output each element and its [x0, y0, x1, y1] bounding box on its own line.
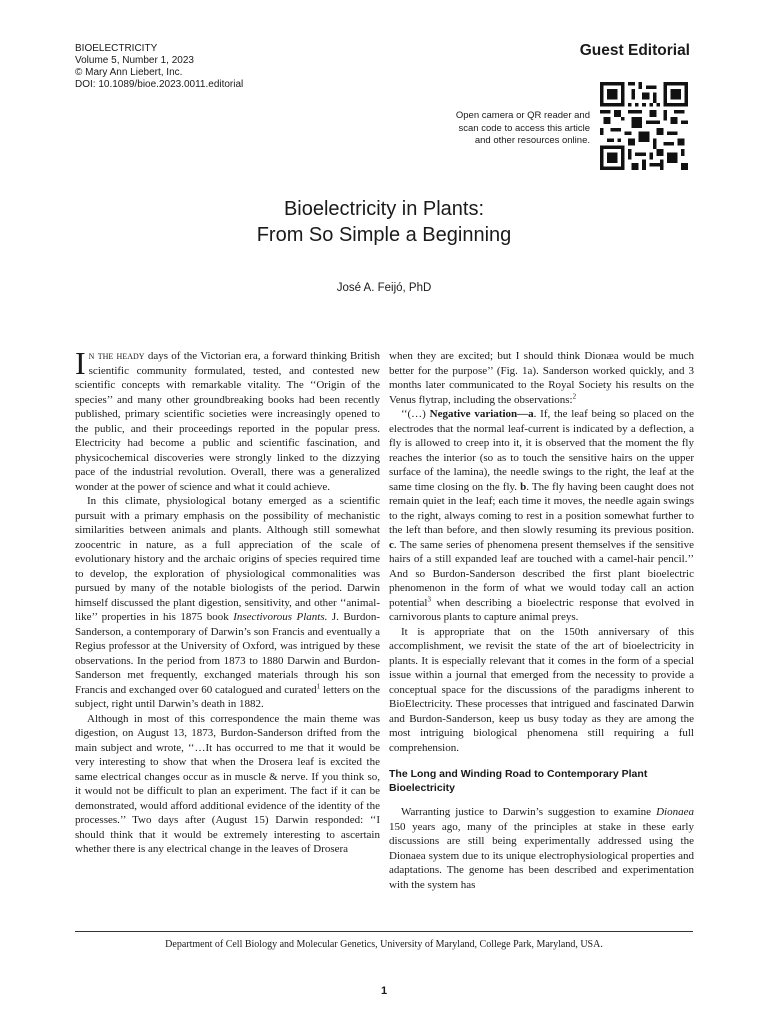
- qr-instructions: [456, 110, 590, 148]
- dionaea-italic: Dionaea: [656, 806, 694, 818]
- footnote-divider: [75, 931, 693, 932]
- paragraph-1-text: days of the Victorian era, a forward thinking British scientific community formulated, tested, and contested new scientific concepts with remarkable vitality. The ‘‘Origin of the species’’ and many other groundbreaking books had been recently published, primary scientific societies were increasingly opened to the public, and their proceedings reported in the popular press. Electricity had become a public and scientific fascination, and physicochemical discoveries were strongly linked to the dizzying pace of the industrial revolution. Overall, there was a generalized wonder at the power of science and what it could achieve.: [75, 350, 380, 493]
- journal-copyright: © Mary Ann Liebert, Inc.: [75, 67, 183, 78]
- paragraph-3: Although in most of this correspondence the main theme was digestion, on August 13, 1873, Burdon-Sanderson drifted from the main subject and wrote, ‘‘…It has occurred to me that it would be very interesting to show that when the Drosera leaf is excited the same electrical changes occur as in muscle & nerve. If you think so, it would not be difficult to plan an experiment. The fact if it can be demonstrated, would afford additional evidence of the identity of the processes.’’ Two days after (August 15) Darwin responded: ‘‘I should think that it would be extremely interesting to ascertain whether there is any electrical change in the leaves of Drosera: [75, 712, 380, 855]
- qr-text-line-2: scan code to access this article: [458, 122, 590, 134]
- title-line-1: Bioelectricity in Plants:: [283, 198, 485, 220]
- reference-1[interactable]: 1: [316, 681, 321, 690]
- paragraph-7-text-a: Warranting justice to Darwin’s suggestion to examine: [401, 806, 657, 818]
- reference-3[interactable]: 3: [427, 594, 431, 603]
- paragraph-4-text: when they are excited; but I should think Dionæa would be much better for the purpose’’ (Fig. 1a). Sanderson worked quickly, and 3 months later communicated to the Royal Society his results on the Venus flytrap, including the observations:: [389, 350, 694, 406]
- paragraph-6: It is appropriate that on the 150th anniversary of this accomplishment, we revisit the state of the art of bioelectricity in plants. It is especially relevant that it comes in the form of a special issue within a journal that emerged from the necessity to provide a conceptual space for the discussions of the paradigms inherent to BioElectricity. These processes that intrigued and fascinated Darwin and Burdon-Sanderson, keep us busy today as they are among the most intriguing biological phenomena still requiring a full comprehension.: [389, 625, 694, 754]
- page-number: 1: [380, 985, 388, 997]
- section-heading: The Long and Winding Road to Contemporary Plant Bioelectricity: [389, 768, 648, 794]
- paragraph-4: [389, 349, 694, 407]
- paragraph-7-text-b: 150 years ago, many of the principles at stake in these early discussions are still being experimentally addressed using the Dionaea system due to its unique electrophysiological properties and adaptations. The genome has been described and experimentation with the system has: [389, 820, 694, 891]
- paragraph-2-text-b: J. Burdon-Sanderson, a contemporary of Darwin’s son Francis and eventually a Regius professor at the University of Oxford, was intrigued by these observations. In the period from 1873 to 1880 Darwin and Burdon-Sanderson met frequently, exchanged materials through his son Francis and exchanged over 60 catalogued and curated: [75, 611, 380, 696]
- journal-volume: Volume 5, Number 1, 2023: [75, 55, 194, 66]
- paragraph-1: [75, 345, 380, 494]
- author-affiliation: Department of Cell Biology and Molecular Genetics, University of Maryland, College Park, Maryland, USA.: [165, 939, 603, 950]
- quote-text-c: . The same series of phenomena present themselves if the sensitive hairs of a still expanded leaf are touched with a camel-hair pencil.’’ And so Burdon-Sanderson described the first plant bioelectric phenomenon in the form of what we would today call an action potential: [389, 538, 694, 609]
- reference-2[interactable]: 2: [572, 391, 577, 400]
- paragraph-7: [389, 805, 694, 892]
- paragraph-5-end: when describing a bioelectric response that evolved in carnivorous plants to capture animal preys.: [389, 596, 694, 623]
- section-label: Guest Editorial: [579, 42, 690, 59]
- paragraph-2-text-a: In this climate, physiological botany emerged as a scientific pursuit with a primary emphasis on the possibility of mechanistic similarities between animals and plants. Although still somewhat zoocentric in nature, as a full appreciation of the scale of evolutionary history and the archaic origins of species required time to develop, the exploration of physiological commonalities was pursued by many of the notable biologists of the period. Darwin himself discussed the plant digestion, sensitivity, and other ‘‘animal-like’’ properties in his 1875 book: [75, 495, 380, 623]
- quote-open: ‘‘(…): [401, 408, 430, 420]
- paragraph-2: [75, 494, 380, 712]
- label-c: c: [389, 538, 394, 551]
- drop-cap: I: [75, 345, 86, 381]
- author-name: José A. Feijó, PhD: [336, 282, 432, 294]
- qr-text-line-3: and other resources online.: [474, 135, 590, 146]
- paragraph-5: [389, 407, 694, 625]
- body-column-left: [75, 345, 380, 857]
- journal-info: [75, 43, 243, 91]
- journal-doi[interactable]: DOI: 10.1089/bioe.2023.0011.editorial: [75, 79, 244, 90]
- small-caps-lead: n the heady: [88, 350, 145, 362]
- title-line-2: From So Simple a Beginning: [256, 224, 512, 246]
- body-column-right: [389, 349, 694, 892]
- book-title: Insectivorous Plants.: [233, 611, 328, 623]
- quote-text-b: . The fly having been caught does not remain quiet in the leaf; each time it moves, the needle again swings to the right, always coming to rest in a position somewhat further to the left than before, and then slowly resuming its previous position.: [389, 480, 694, 536]
- qr-code-icon[interactable]: [600, 82, 688, 170]
- journal-name: BIOELECTRICITY: [75, 43, 158, 54]
- article-title: [0, 196, 768, 248]
- qr-text-line-1: Open camera or QR reader and: [455, 110, 590, 121]
- label-b: b: [520, 480, 527, 493]
- quote-text-a: . If, the leaf being so placed on the electrodes that the normal leaf-current is indicated by a deflection, a fly is allowed to creep into it, it is observed that the moment the fly reaches the interior (so as to touch the sensitive hairs on the upper surface of the lamina), the needle swings to the right, the leaf at the same time closing on the fly.: [389, 408, 695, 493]
- negative-variation-label: Negative variation—a: [429, 408, 534, 420]
- paragraph-2-text-c: letters on the subject, right until Darwin’s death in 1882.: [75, 683, 380, 710]
